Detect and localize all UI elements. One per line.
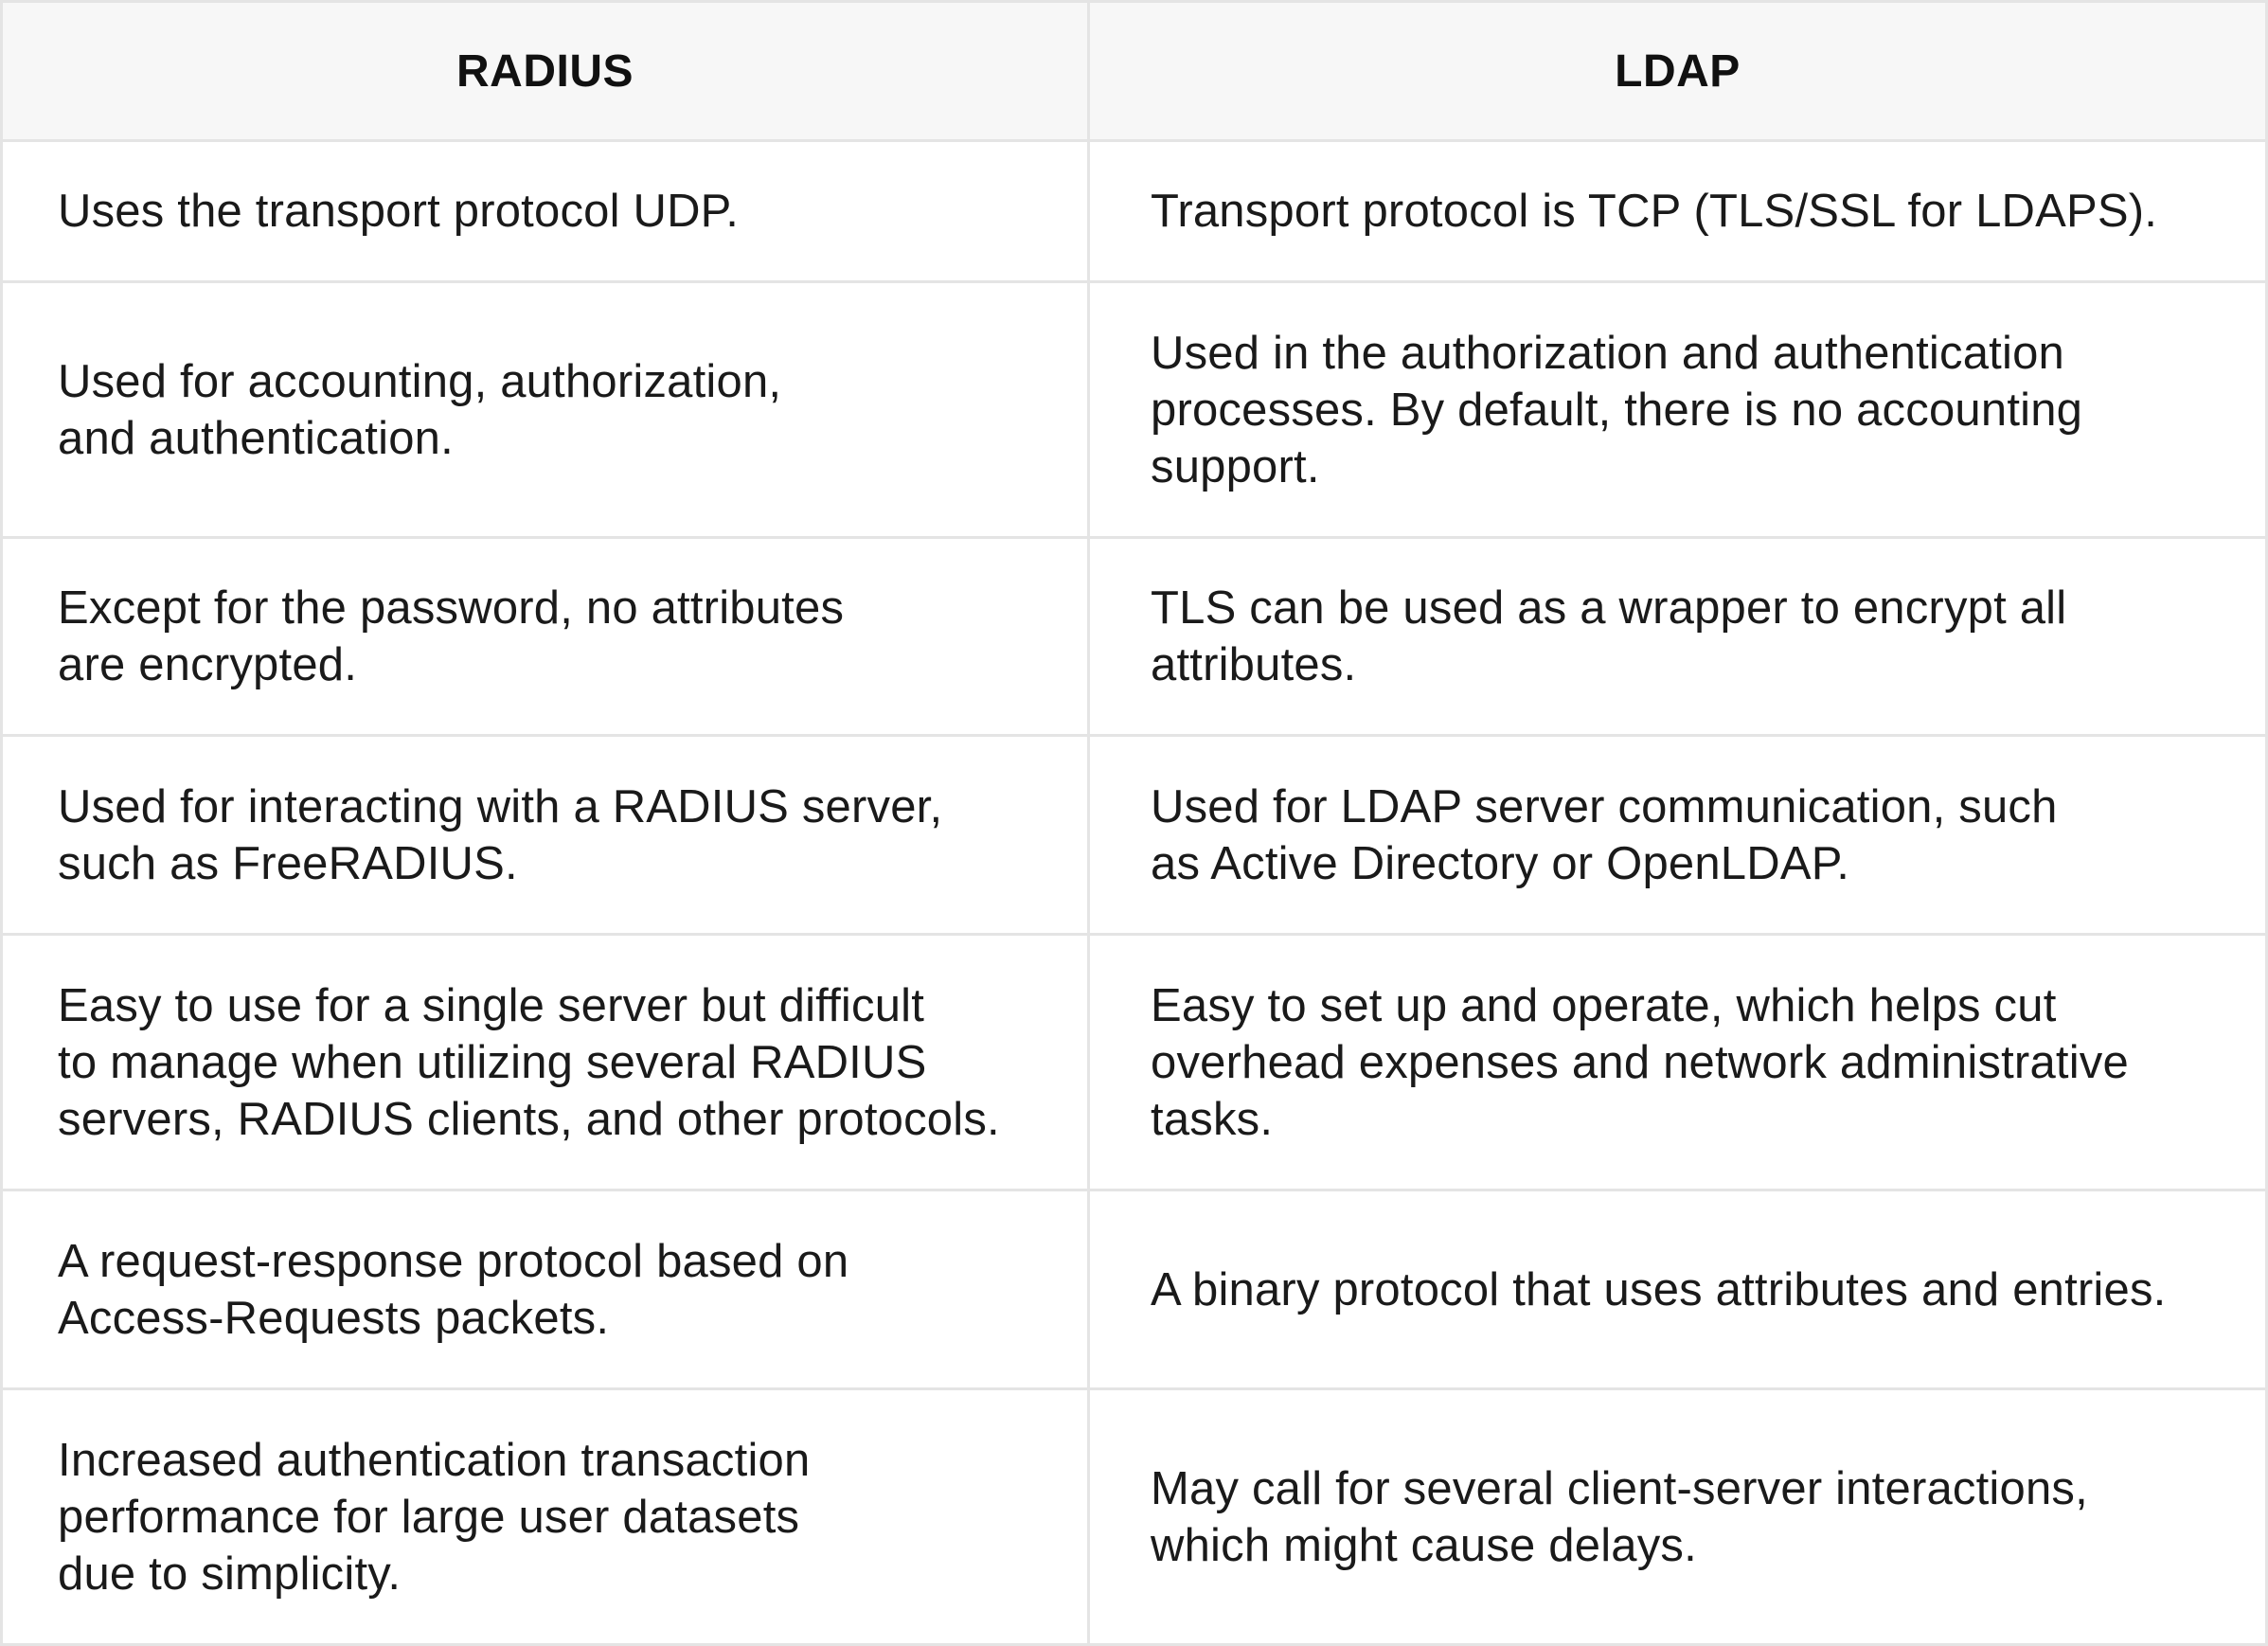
ldap-cell: Used for LDAP server communication, such as Active Directory or OpenLDAP. bbox=[1090, 737, 2265, 936]
column-header-ldap: LDAP bbox=[1090, 3, 2265, 142]
radius-cell: A request-response protocol based on Access-Requests packets. bbox=[3, 1191, 1090, 1390]
ldap-cell: Used in the authorization and authentication processes. By default, there is no accounting support. bbox=[1090, 283, 2265, 539]
ldap-cell: Easy to set up and operate, which helps cut overhead expenses and network administrative tasks. bbox=[1090, 936, 2265, 1191]
column-header-radius: RADIUS bbox=[3, 3, 1090, 142]
radius-cell: Except for the password, no attributes are encrypted. bbox=[3, 539, 1090, 737]
radius-cell: Used for accounting, authorization, and authentication. bbox=[3, 283, 1090, 539]
ldap-cell: A binary protocol that uses attributes and entries. bbox=[1090, 1191, 2265, 1390]
radius-cell: Easy to use for a single server but difficult to manage when utilizing several RADIUS servers, RADIUS clients, and other protocols. bbox=[3, 936, 1090, 1191]
ldap-cell: TLS can be used as a wrapper to encrypt all attributes. bbox=[1090, 539, 2265, 737]
ldap-cell: Transport protocol is TCP (TLS/SSL for LDAPS). bbox=[1090, 142, 2265, 283]
radius-cell: Increased authentication transaction performance for large user datasets due to simplicity. bbox=[3, 1390, 1090, 1643]
ldap-cell: May call for several client-server interactions, which might cause delays. bbox=[1090, 1390, 2265, 1643]
radius-cell: Used for interacting with a RADIUS server, such as FreeRADIUS. bbox=[3, 737, 1090, 936]
radius-cell: Uses the transport protocol UDP. bbox=[3, 142, 1090, 283]
